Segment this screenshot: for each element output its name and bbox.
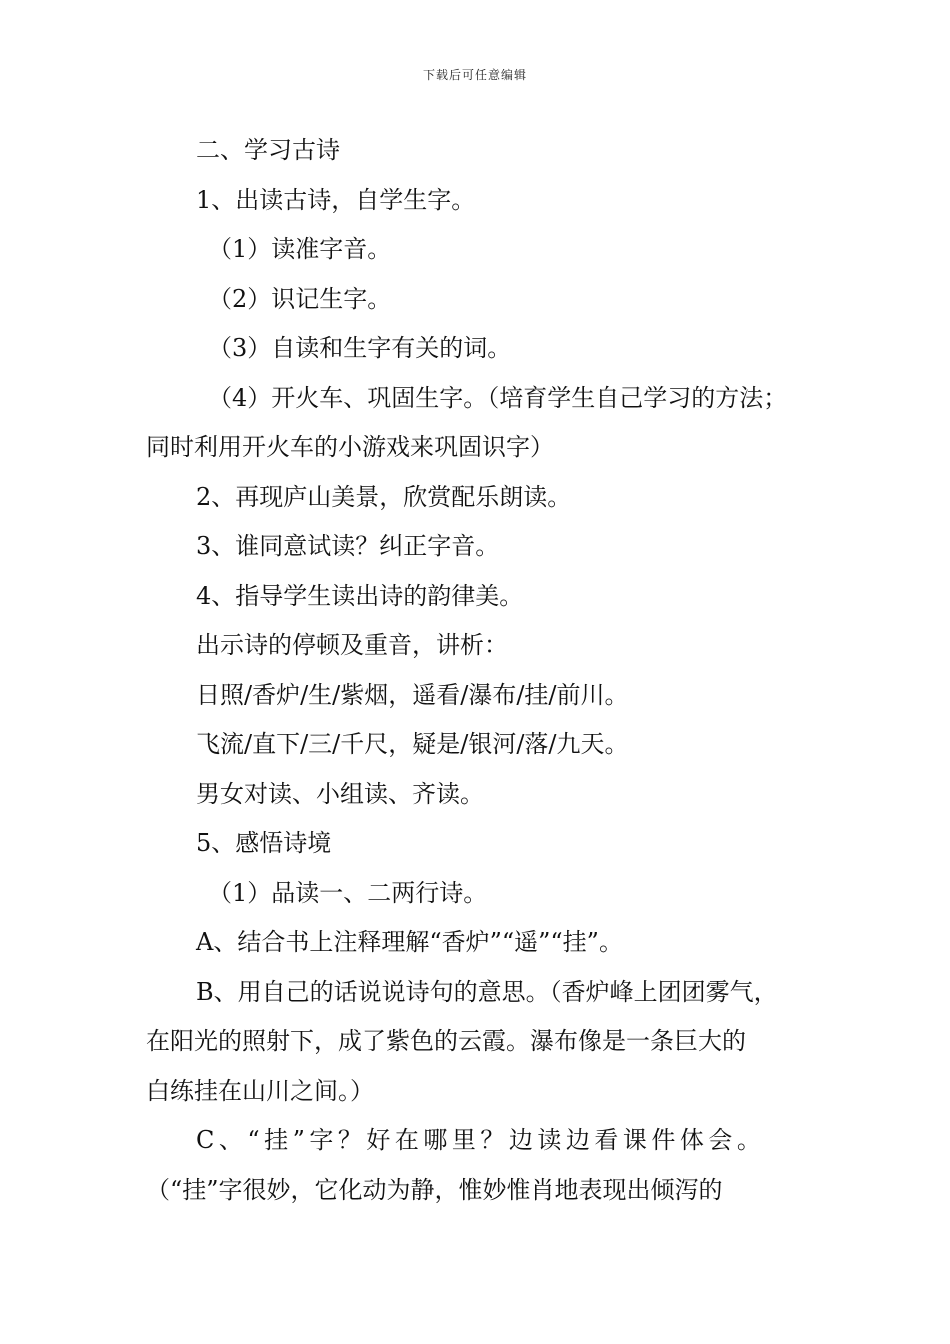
paragraph: A、结合书上注释理解“香炉”“遥”“挂”。: [196, 928, 623, 956]
poem-line: 飞流/直下/三/千尺，疑是/银河/落/九天。: [196, 730, 629, 758]
paragraph: （3）自读和生字有关的词。: [208, 334, 512, 362]
paragraph: 出示诗的停顿及重音，讲析：: [196, 631, 508, 659]
paragraph: C、“挂”字？好在哪里？边读边看课件体会。: [196, 1126, 766, 1154]
poem-line: 日照/香炉/生/紫烟，遥看/瀑布/挂/前川。: [196, 680, 629, 709]
paragraph: （2）识记生字。: [208, 284, 392, 313]
page-header: 下载后可任意编辑: [422, 68, 527, 82]
paragraph: 1、出读古诗，自学生字。: [196, 185, 476, 214]
paragraph-continuation: （“挂”字很妙，它化动为静，惟妙惟肖地表现出倾泻的: [146, 1175, 723, 1204]
paragraph: 4、指导学生读出诗的韵律美。: [196, 581, 524, 610]
paragraph: （1）读准字音。: [208, 235, 392, 263]
paragraph: （4）开火车、巩固生字。（培育学生自己学习的方法；: [208, 383, 788, 412]
paragraph-continuation: 白练挂在山川之间。）: [146, 1076, 374, 1105]
paragraph-continuation: 在阳光的照射下，成了紫色的云霞。瀑布像是一条巨大的: [146, 1027, 746, 1055]
paragraph-continuation: 同时利用开火车的小游戏来巩固识字）: [146, 433, 554, 461]
paragraph: 3、谁同意试读？纠正字音。: [196, 532, 500, 560]
paragraph: 5、感悟诗境: [196, 829, 332, 857]
paragraph: 男女对读、小组读、齐读。: [196, 779, 484, 808]
document-body: [146, 126, 826, 1215]
paragraph: 2、再现庐山美景，欣赏配乐朗读。: [196, 482, 572, 511]
section-heading: 二、学习古诗: [196, 136, 340, 164]
paragraph: （1）品读一、二两行诗。: [208, 878, 488, 907]
paragraph: B、用自己的话说说诗句的意思。（香炉峰上团团雾气，: [196, 977, 778, 1006]
